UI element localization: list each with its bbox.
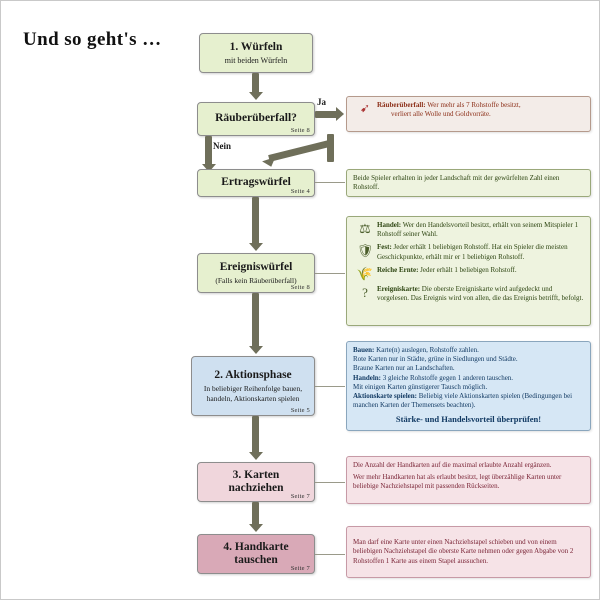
panel-aktion-handeln-label: Handeln: [353,373,382,382]
panel-ertragswuerfel [346,169,591,197]
node-ereigniswuerfel-page: Seite 8 [290,284,310,291]
panel-karten-nachziehen [346,456,591,504]
panel-tauschen-line1: Man darf eine Karte unter einen Nachziehstapel schieben und von einem beliebigen Nachziehstapel die oberste Karte nehmen oder gegen Abgabe von 2 Rohstoffen 1 Karte aus einem Stapel aussuchen. [353,538,574,565]
panel-ereignis-row-2-bold: Reiche Ernte: [377,265,419,274]
panel-ereignis-row-3-text: Die oberste Ereigniskarte wird aufgedeckt und vorgelesen. Das Ereignis wird von allen, die das Ereignis betrifft, befolgt. [377,285,584,303]
panel-aktion-bauen-label: Bauen: [353,346,375,354]
panel-ereignis-row-3-bold: Ereigniskarte: [377,285,421,294]
panel-ereignis-row [353,285,584,303]
node-ereigniswuerfel-heading: Ereigniswürfel [219,260,293,273]
panel-raeuber-line3: verliert alle Wolle und Goldvorräte. [391,110,491,119]
node-aktionsphase[interactable] [191,356,315,416]
connector-wuerfeln-raeuber-head [249,92,263,100]
panel-aktion-line5: Mit einigen Karten günstigerer Tausch möglich. [353,382,488,391]
panel-handkarte-tauschen [346,526,591,578]
panel-ereignis-row-0-text: Wer den Handelsvorteil besitzt, erhält von seinem Mitspieler 1 Rohstoff seiner Wahl. [377,221,579,239]
arrow-card-icon: ➹ [359,101,371,115]
panel-aktionsphase [346,341,591,431]
connector-ja-return-diag [268,140,330,162]
panel-ereignis-row-0-bold: Handel: [377,221,402,229]
panel-ereignis-row-1-text: Jeder erhält 1 beliebigen Rohstoff. Hat ein Spieler die meisten Geschickpunkte, erhält mir er 1 beliebigen Rohstoff. [377,243,568,261]
connector-aktion-nachziehen [252,416,259,454]
panel-ereignis-row [353,221,584,239]
panel-ertrag-text: Beide Spieler erhalten in jeder Landschaft mit der gewürfelten Zahl einen Rohstoff. [353,173,560,191]
connector-ereignis-panel [315,273,345,274]
connector-ertrag-panel [315,182,345,183]
node-raeuberueberfall-heading: Räuberüberfall? [215,112,297,125]
panel-raeuber-line1: Räuberüberfall: [377,101,426,109]
connector-ertrag-ereignis [252,197,259,245]
connector-ja-return-vert [327,134,334,162]
node-ereigniswuerfel[interactable] [197,253,315,293]
node-karten-nachziehen[interactable] [197,462,315,502]
connector-ereignis-aktion [252,293,259,348]
connector-nein [205,136,212,166]
node-wuerfeln[interactable] [199,33,313,73]
panel-ereignis-row-1-bold: Fest: [377,243,392,252]
panel-nachziehen-line2: Wer mehr Handkarten hat als erlaubt besitzt, legt überzählige Karten unter beliebige Nachziehstapel mit passenden Rückseiten. [353,473,562,491]
node-handkarte-tauschen-page: Seite 7 [290,565,310,572]
panel-aktion-handeln-text: 3 gleiche Rohstoffe gegen 1 anderen tauschen. [381,373,514,382]
question-icon: ? [362,285,368,301]
panel-ereignis-row [353,266,584,281]
panel-ereigniswuerfel [346,216,591,326]
connector-nachziehen-tauschen [252,502,259,526]
panel-aktion-karte-text: Beliebig viele Aktionskarten spielen (Bedingungen bei manchen Karten der Themensets beachten). [353,392,573,410]
node-aktionsphase-heading: 2. Aktionsphase [214,369,292,382]
panel-nachziehen-line1: Die Anzahl der Handkarten auf die maximal erlaubte Anzahl ergänzen. [353,461,552,469]
label-nein: Nein [213,141,231,151]
panel-ereignis-row-2-text: Jeder erhält 1 beliebigen Rohstoff. [420,265,517,274]
connector-wuerfeln-raeuber [252,73,259,94]
node-karten-nachziehen-heading: 3. Karten nachziehen [228,468,284,494]
connector-tauschen-panel [315,554,345,555]
connector-ereignis-aktion-head [249,346,263,354]
panel-raeuber-line2: Wer mehr als 7 Rohstoffe besitzt, [427,101,521,109]
node-handkarte-tauschen[interactable] [197,534,315,574]
node-ertragswuerfel[interactable] [197,169,315,197]
connector-aktion-nachziehen-head [249,452,263,460]
node-ereigniswuerfel-sub: (Falls kein Räuberüberfall) [215,275,297,285]
connector-ertrag-ereignis-head [249,243,263,251]
connector-nachziehen-panel [315,482,345,483]
panel-ereignis-row [353,243,584,261]
connector-nachziehen-tauschen-head [249,524,263,532]
panel-aktion-footer: Stärke- und Handelsvorteil überprüfen! [395,413,542,424]
panel-aktion-line2: Rote Karten nur in Städte, grüne in Siedlungen und Städte. [353,355,518,364]
connector-ja [315,111,337,118]
connector-ja-return-head [262,157,278,169]
node-aktionsphase-sub: In beliebiger Reihenfolge bauen, handeln, Aktionskarten spielen [203,384,303,403]
node-aktionsphase-page: Seite 5 [290,407,310,414]
node-wuerfeln-sub: mit beiden Würfeln [224,55,288,65]
panel-aktion-bauen-text: Karte(n) auslegen, Rohstoffe zahlen. [374,346,479,354]
node-raeuberueberfall-page: Seite 8 [290,127,310,134]
node-wuerfeln-heading: 1. Würfeln [229,40,283,53]
node-handkarte-tauschen-heading: 4. Handkarte tauschen [223,540,289,566]
shield-icon: 🛡 [356,243,374,259]
label-ja: Ja [317,97,326,107]
panel-raeuberueberfall [346,96,591,132]
connector-aktion-panel [315,386,345,387]
scales-icon: ⚖ [359,221,371,236]
node-karten-nachziehen-page: Seite 7 [290,493,310,500]
panel-aktion-karte-label: Aktionskarte spielen: [353,392,417,401]
node-raeuberueberfall[interactable] [197,102,315,136]
page-title: Und so geht's … [23,29,162,50]
panel-aktion-line3: Braune Karten nur an Landschaften. [353,364,455,373]
node-ertragswuerfel-page: Seite 4 [290,188,310,195]
wheat-icon: 🌾 [356,265,374,281]
node-ertragswuerfel-heading: Ertragswürfel [221,176,291,189]
connector-ja-head [336,107,344,121]
